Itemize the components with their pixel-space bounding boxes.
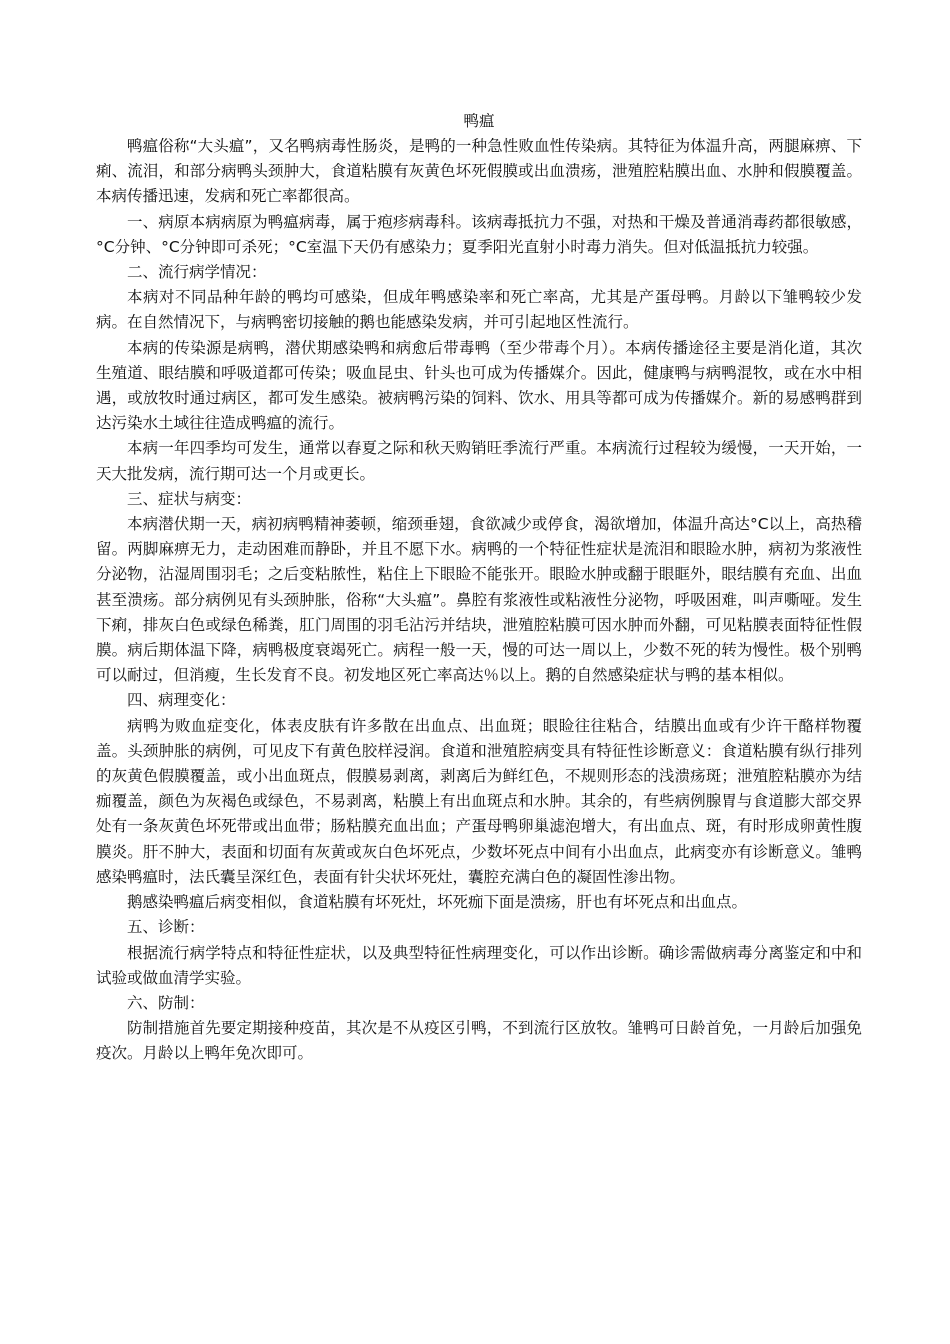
paragraph-pathogen: 一、病原本病病原为鸭瘟病毒，属于疱疹病毒科。该病毒抵抗力不强，对热和干燥及普通消毒药都很敏感，°C分钟、°C分钟即可杀死；°C室温下天仍有感染力；夏季阳光直射小时毒力消失。但对低温抵抗力较强。 [96,212,862,256]
section-heading-epidemiology: 二、流行病学情况： [127,263,267,282]
paragraph-seasonality: 本病一年四季均可发生，通常以春夏之际和秋天购销旺季流行严重。本病流行过程较为缓慢，一天开始，一天大批发病，流行期可达一个月或更长。 [96,439,862,483]
section-heading-pathology: 四、病理变化： [127,691,236,710]
section-heading-symptoms: 三、症状与病变： [127,489,252,508]
document-title: 鸭瘟 [463,112,495,130]
paragraph-diagnosis: 根据流行病学特点和特征性症状，以及典型特征性病理变化，可以作出诊断。确诊需做病毒分离鉴定和中和试验或做血清学实验。 [96,943,862,987]
document-page [96,108,862,1067]
paragraph-transmission: 本病的传染源是病鸭，潜伏期感染鸭和病愈后带毒鸭（至少带毒个月）。本病传播途径主要是消化道，其次生殖道、眼结膜和呼吸道都可传染；吸血昆虫、针头也可成为传播媒介。因此，健康鸭与病鸭混牧，或在水中相遇，或放牧时通过病区，都可发生感染。被病鸭污染的饲料、饮水、用具等都可成为传播媒介。新的易感鸭群到达污染水土域往往造成鸭瘟的流行。 [96,338,862,433]
paragraph-symptoms: 本病潜伏期一天，病初病鸭精神萎顿，缩颈垂翅，食欲减少或停食，渴欲增加，体温升高达°C以上，高热稽留。两脚麻痹无力，走动困难而静卧，并且不愿下水。病鸭的一个特征性症状是流泪和眼睑水肿，病初为浆液性分泌物，沾湿周围羽毛；之后变粘脓性，粘住上下眼睑不能张开。眼睑水肿或翻于眼眶外，眼结膜有充血、出血甚至溃疡。部分病例见有头颈肿胀，俗称“大头瘟”。鼻腔有浆液性或粘液性分泌物，呼吸困难，叫声嘶哑。发生下痢，排灰白色或绿色稀粪，肛门周围的羽毛沾污并结块，泄殖腔粘膜可因水肿而外翻，可见粘膜表面特征性假膜。病后期体温下降，病鸭极度衰竭死亡。病程一般一天，慢的可达一周以上，少数不死的转为慢性。极个别鸭可以耐过，但消瘦，生长发育不良。初发地区死亡率高达％以上。鹅的自然感染症状与鸭的基本相似。 [96,515,862,685]
section-heading-diagnosis: 五、诊断： [127,918,205,937]
paragraph-susceptibility: 本病对不同品种年龄的鸭均可感染，但成年鸭感染率和死亡率高，尤其是产蛋母鸭。月龄以下雏鸭较少发病。在自然情况下，与病鸭密切接触的鹅也能感染发病，并可引起地区性流行。 [96,288,862,332]
section-heading-prevention: 六、防制： [127,993,205,1012]
paragraph-intro: 鸭瘟俗称“大头瘟”，又名鸭病毒性肠炎，是鸭的一种急性败血性传染病。其特征为体温升高，两腿麻痹、下痢、流泪，和部分病鸭头颈肿大，食道粘膜有灰黄色坏死假膜或出血溃疡，泄殖腔粘膜出血、水肿和假膜覆盖。本病传播迅速，发病和死亡率都很高。 [96,137,862,206]
paragraph-prevention: 防制措施首先要定期接种疫苗，其次是不从疫区引鸭，不到流行区放牧。雏鸭可日龄首免，一月龄后加强免疫次。月龄以上鸭年免次即可。 [96,1019,862,1063]
paragraph-goose-pathology: 鹅感染鸭瘟后病变相似，食道粘膜有坏死灶，坏死痂下面是溃疡，肝也有坏死点和出血点。 [127,893,748,912]
paragraph-pathology: 病鸭为败血症变化，体表皮肤有许多散在出血点、出血斑；眼睑往往粘合，结膜出血或有少许干酪样物覆盖。头颈肿胀的病例，可见皮下有黄色胶样浸润。食道和泄殖腔病变具有特征性诊断意义：食道粘膜有纵行排列的灰黄色假膜覆盖，或小出血斑点，假膜易剥离，剥离后为鲜红色，不规则形态的浅溃疡斑；泄殖腔粘膜亦为结痂覆盖，颜色为灰褐色或绿色，不易剥离，粘膜上有出血斑点和水肿。其余的，有些病例腺胃与食道膨大部交界处有一条灰黄色坏死带或出血带；肠粘膜充血出血；产蛋母鸭卵巢滤泡增大，有出血点、斑，有时形成卵黄性腹膜炎。肝不肿大，表面和切面有灰黄或灰白色坏死点，少数坏死点中间有小出血点，此病变亦有诊断意义。雏鸭感染鸭瘟时，法氏囊呈深红色，表面有针尖状坏死灶，囊腔充满白色的凝固性渗出物。 [96,716,862,886]
